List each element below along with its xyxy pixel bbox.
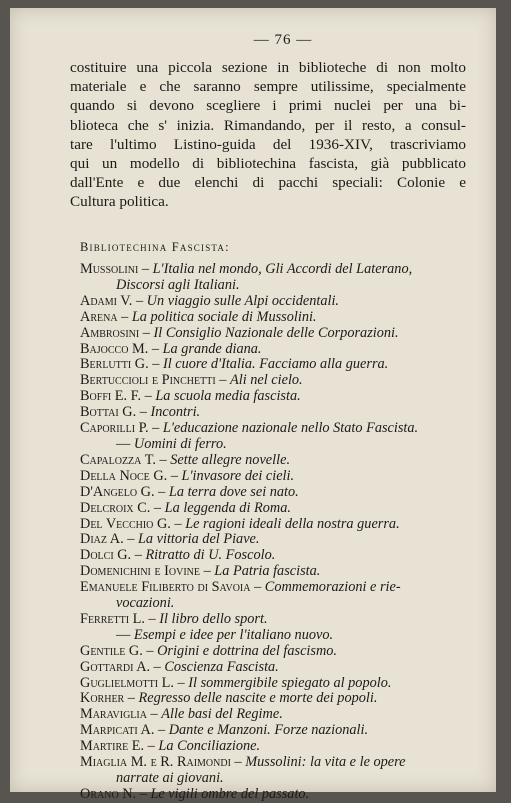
entry-title: Commemorazioni e rie- [264, 579, 401, 596]
list-item-continuation [80, 771, 472, 787]
entry-author: Miaglia M. e R. Raimondi [80, 754, 231, 771]
entry-title: Coscienza Fascista. [164, 658, 279, 675]
entry-separator: – [131, 547, 146, 564]
entry-separator: – [200, 563, 215, 580]
entry-author: Diaz A. [80, 531, 124, 548]
intro-line: dall'Ente e due elenchi di pacchi speciali: Colonie e [70, 174, 466, 192]
intro-paragraph [70, 58, 466, 212]
list-item [80, 755, 472, 771]
entry-title: Discorsi agli Italiani. [116, 276, 240, 293]
list-item [80, 262, 472, 278]
entry-title: Esempi e idee per l'italiano nuovo. [133, 626, 334, 643]
entry-author: Bottai G. [80, 404, 137, 421]
list-item [80, 564, 472, 580]
list-item [80, 723, 472, 739]
list-item [80, 357, 472, 373]
entry-title: Le ragioni ideali della nostra guerra. [185, 515, 400, 532]
list-item [80, 532, 472, 548]
entry-author: Gottardi A. [80, 658, 151, 675]
entry-author: Ambrosini [80, 324, 140, 341]
list-item [80, 326, 472, 342]
entry-author: Bajocco M. [80, 340, 149, 357]
entry-author: Korher [80, 690, 125, 707]
list-item [80, 421, 472, 437]
entry-title: Alle basi del Regime. [161, 706, 283, 723]
entry-author: Del Vecchio G. [80, 515, 171, 532]
entry-title: narrate ai giovani. [116, 770, 224, 786]
entry-title: Ritratto di U. Foscolo. [145, 547, 276, 564]
entry-author: Della Noce G. [80, 467, 168, 484]
entry-separator: – [144, 738, 159, 755]
entry-separator: – [123, 531, 138, 548]
entry-author: Emanuele Filiberto di Savoia [80, 579, 251, 596]
entry-author: D'Angelo G. [80, 483, 155, 500]
entry-title: La leggenda di Roma. [164, 499, 291, 516]
entry-title: La terra dove sei nato. [168, 483, 299, 500]
list-item [80, 342, 472, 358]
entry-author: Boffi E. F. [80, 388, 142, 405]
list-item-continuation [80, 628, 472, 644]
list-item [80, 501, 472, 517]
entry-author: Ferretti L. [80, 610, 145, 627]
entry-title: La Patria fascista. [214, 563, 321, 580]
list-item [80, 310, 472, 326]
entry-separator: – [144, 610, 160, 627]
page-number: — 76 — [253, 32, 313, 48]
entry-separator: – [148, 420, 163, 437]
entry-separator: – [132, 292, 147, 309]
entry-separator: – [173, 674, 189, 691]
entry-author: Capalozza T. [80, 451, 156, 468]
list-item [80, 453, 472, 469]
entry-author: Martire E. [80, 738, 145, 755]
entry-author: Berlutti G. [80, 356, 149, 373]
entry-separator: – [154, 483, 169, 500]
entry-title: Un viaggio sulle Alpi occidentali. [146, 292, 339, 309]
entry-title: Il libro dello sport. [159, 610, 268, 627]
intro-line: materiale e che saranno sempre utilissime, specialmente [70, 78, 466, 96]
entry-title: La vittoria del Piave. [137, 531, 260, 548]
entry-title: L'Italia nel mondo, Gli Accordi del Laterano, [152, 261, 413, 277]
intro-line: qui un modello di bibliotechina fascista, già pubblicato [70, 155, 466, 173]
intro-line: tare l'ultimo Listino-guida del 1936-XIV, trascriviamo [70, 135, 466, 153]
entry-author: Guglielmotti L. [80, 674, 174, 691]
list-item-continuation [80, 596, 472, 612]
entry-separator: – [250, 579, 265, 596]
entry-title: Dante e Manzoni. Forze nazionali. [168, 722, 369, 739]
entry-title: L'educazione nazionale nello Stato Fascista. [162, 420, 419, 437]
entry-title: Il cuore d'Italia. Facciamo alla guerra. [162, 356, 389, 373]
bibliography-list [80, 262, 472, 803]
entry-title: Il Consiglio Nazionale delle Corporazioni. [153, 324, 399, 341]
list-item [80, 787, 472, 803]
entry-separator: – [117, 308, 132, 325]
entry-author: Mussolini [80, 261, 139, 277]
list-item [80, 517, 472, 533]
entry-separator: – [124, 690, 139, 707]
list-item [80, 691, 472, 707]
entry-separator: – [167, 467, 182, 484]
list-item [80, 405, 472, 421]
book-page [10, 8, 496, 802]
entry-author: Caporilli P. [80, 420, 149, 437]
entry-author: Arena [80, 308, 118, 325]
intro-line: Cultura politica. [70, 193, 169, 211]
entry-title: La grande diana. [162, 340, 262, 357]
entry-title: La politica sociale di Mussolini. [131, 308, 317, 325]
list-item [80, 612, 472, 628]
entry-author: Bertuccioli e Pinchetti [80, 372, 216, 389]
entry-separator: – [230, 754, 246, 771]
entry-title: Mussolini: la vita e le opere [245, 754, 406, 771]
entry-separator: – [148, 340, 163, 357]
list-item-continuation [80, 278, 472, 294]
entry-title: Le vigili ombre del passato. [150, 785, 310, 802]
section-title: Bibliotechina Fascista: [80, 240, 230, 254]
entry-title: vocazioni. [116, 595, 175, 612]
list-item-continuation [80, 437, 472, 453]
entry-title: Incontri. [150, 404, 201, 421]
entry-separator: – [170, 515, 186, 532]
list-item [80, 644, 472, 660]
list-item [80, 548, 472, 564]
list-item [80, 580, 472, 596]
entry-separator: – [148, 356, 163, 373]
entry-separator: – [155, 451, 171, 468]
entry-title: Ali nel cielo. [229, 372, 303, 389]
entry-title: La scuola media fascista. [155, 388, 301, 405]
entry-separator: – [154, 722, 169, 739]
entry-separator: – [139, 324, 154, 341]
entry-separator: – [138, 261, 153, 277]
entry-separator: – [136, 404, 151, 421]
entry-separator: — [116, 435, 134, 452]
entry-title: Sette allegre novelle. [170, 451, 291, 468]
entry-separator: – [150, 499, 165, 516]
intro-line: costituire una piccola sezione in biblioteche di non molto [70, 59, 466, 76]
list-item [80, 485, 472, 501]
entry-separator: – [141, 388, 156, 405]
entry-author: Delcroix C. [80, 499, 151, 516]
intro-line: blioteca che s' inizia. Rimandando, per il resto, a consul- [70, 116, 466, 134]
entry-author: Adami V. [80, 292, 133, 309]
list-item [80, 739, 472, 755]
entry-title: L'invasore dei cieli. [181, 467, 295, 484]
entry-author: Gentile G. [80, 642, 143, 659]
list-item [80, 294, 472, 310]
entry-separator: — [116, 626, 134, 643]
list-item [80, 660, 472, 676]
entry-title: Uomini di ferro. [133, 435, 227, 452]
list-item [80, 676, 472, 692]
intro-line: quando si devono scegliere i primi nuclei per una bi- [70, 97, 466, 115]
entry-author: Orano N. [80, 785, 137, 802]
entry-separator: – [150, 658, 165, 675]
entry-author: Dolci G. [80, 547, 132, 564]
entry-separator: – [146, 706, 162, 723]
entry-separator: – [142, 642, 158, 659]
entry-author: Marpicati A. [80, 722, 155, 739]
entry-author: Maraviglia [80, 706, 147, 723]
entry-title: Origini e dottrina del fascismo. [157, 642, 337, 659]
entry-separator: – [136, 785, 151, 802]
list-item [80, 389, 472, 405]
entry-title: Regresso delle nascite e morte dei popoli. [138, 690, 378, 707]
list-item [80, 469, 472, 485]
entry-title: La Conciliazione. [158, 738, 261, 755]
list-item [80, 373, 472, 389]
list-item [80, 707, 472, 723]
entry-title: Il sommergibile spiegato al popolo. [188, 674, 392, 691]
entry-author: Domenichini e Iovine [80, 563, 200, 580]
entry-separator: – [215, 372, 230, 389]
